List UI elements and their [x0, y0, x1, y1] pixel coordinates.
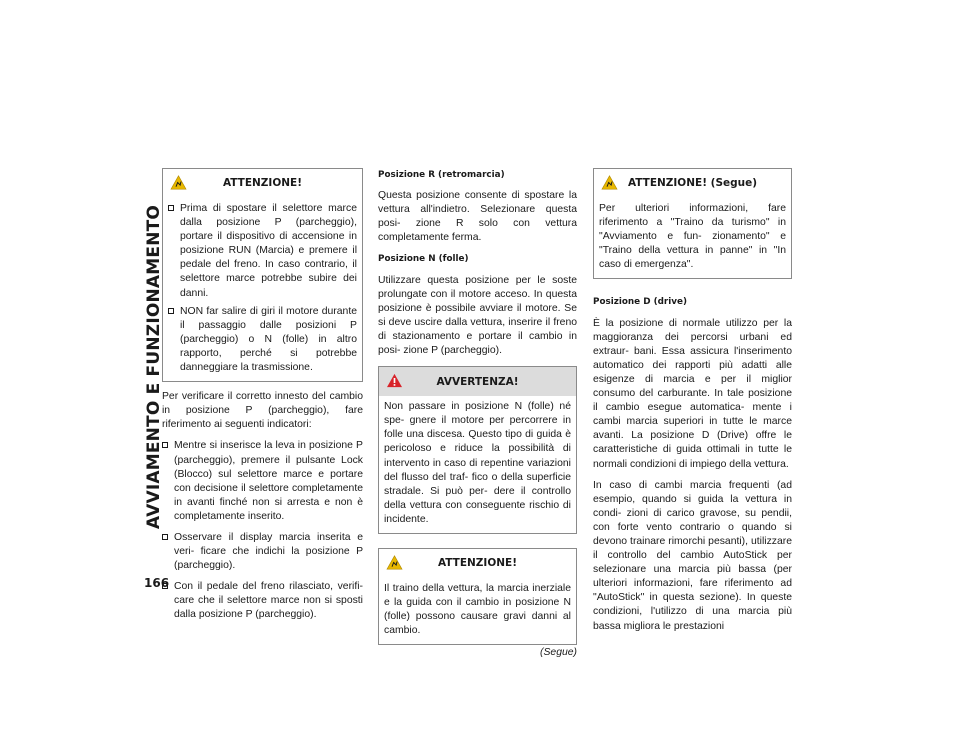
paragraph-n: Utilizzare questa posizione per le soste prolungate con il motore acceso. In questa posizione è possibile avviare il motore. Se si deve uscire dalla vettura, inserire il freno di stazionamento e portare il cambio in posi- zione P (parcheggio).: [378, 274, 577, 357]
list-item: [162, 531, 363, 573]
column-left: [162, 168, 363, 623]
bullet-square-icon: [162, 534, 168, 540]
list-item: [162, 439, 363, 524]
avvertenza-box-body: [379, 396, 576, 533]
paragraph-d1: È la posizione di normale utilizzo per la maggioranza dei percorsi urbani ed extraur- bani. Essa assicura l'inserimento automatico dei rapporti più adatti alle esigenze di marcia e per il miglior consumo del carburante. In tale posizione il cambio esegue automatica- mente i cambi marcia superiori in tutte le marce avanti. La posizione D (Drive) offre le caratteristiche di guida ottimali in tutte le normali condizioni di impiego della vettura.: [593, 317, 792, 470]
warning-triangle-icon: [386, 555, 403, 570]
list-item: [168, 202, 357, 301]
chapter-title: AVVIAMENTO E FUNZIONAMENTO: [144, 204, 165, 530]
attenzione-segue-box: [593, 168, 792, 279]
paragraph-r: Questa posizione consente di spostare la vettura all'indietro. Selezionare questa posi- zione R solo con vettura completamente ferma.: [378, 190, 577, 244]
attenzione-box-header: [163, 169, 362, 198]
warning-triangle-icon: [601, 175, 618, 190]
warning-triangle-icon: [170, 175, 187, 190]
bullet-square-icon: [162, 442, 168, 448]
list-item-text: Prima di spostare il selettore marce dalla posizione P (parcheggio), portare il dispositivo di accensione in posizione RUN (Marcia) e premere il pedale del freno. In caso contrario, il selettore marce potrebbe subire dei danni.: [180, 203, 357, 299]
attenzione-box-body: [163, 198, 362, 381]
list-item: [162, 580, 363, 622]
attenzione-segue-box-body: [594, 198, 791, 278]
warning-exclamation-icon: [386, 373, 403, 388]
attenzione-box: [162, 168, 363, 382]
avvertenza-box-title: AVVERTENZA!: [436, 375, 519, 388]
list-item: [168, 305, 357, 375]
attenzione-segue-box-header: [594, 169, 791, 198]
attenzione-segue-box-title: ATTENZIONE! (Segue): [627, 177, 758, 190]
avvertenza-box: [378, 366, 577, 534]
section-heading-n: Posizione N (folle): [378, 254, 469, 265]
section-heading-d: Posizione D (drive): [593, 297, 687, 308]
attenzione-box-2-header: [379, 549, 576, 578]
column-right: [593, 168, 792, 641]
attenzione-box-2-body: [379, 578, 576, 644]
avvertenza-text: Non passare in posizione N (folle) né spe- gnere il motore per percorrere in folle una discesa. Questo tipo di guida è pericoloso e riduce la possibilità di intervento in caso di repentine variazioni del flusso del traf- fico o della superficie stradale. Si può per- dere il controllo della vettura con conseguente rischio di incidente.: [384, 401, 571, 525]
attenzione-segue-text: Per ulteriori informazioni, fare riferimento a "Traino da turismo" in "Avviamento e fun- zionamento" e "Traino della vettura in panne" in "In caso di emergenza".: [599, 203, 786, 271]
attenzione-box-title: ATTENZIONE!: [222, 177, 303, 190]
list-item-text: Osservare il display marcia inserita e veri- ficare che indichi la posizione P (parcheggio).: [174, 531, 363, 572]
list-item-text: NON far salire di giri il motore durante il passaggio dalle posizioni P (parcheggio) o N (folle) in altro rapporto, perché si potrebbe danneggiare la trasmissione.: [180, 305, 357, 374]
attenzione-box-2-title: ATTENZIONE!: [437, 557, 518, 570]
bullet-square-icon: [162, 583, 168, 589]
section-heading-r: Posizione R (retromarcia): [378, 170, 505, 180]
bullet-square-icon: [168, 205, 174, 211]
list-item-text: Mentre si inserisce la leva in posizione P (parcheggio), premere il pulsante Lock (Blocco) sul selettore marce e portare con decisione il selettore completamente in avanti finché non si arresta e non è completamente inserito.: [174, 440, 363, 522]
list-item-text: Con il pedale del freno rilasciato, verifi- care che il selettore marce non si sposti dalla posizione P (parcheggio).: [174, 581, 363, 621]
paragraph-d2: In caso di cambi marcia frequenti (ad esempio, quando si guida la vettura in condi- zioni di carico gravose, su pendii, con forte vento contrario o quando si devono trainare rimorchi pesanti), utilizzare il controllo del cambio AutoStick per selezionare una marcia più bassa (per ulteriori informazioni, fare riferimento ad "AutoStick" in questa sezione). In queste condizioni, l'utilizzo di una marcia più bassa migliora le prestazioni: [593, 479, 792, 632]
bullet-square-icon: [168, 308, 174, 314]
avvertenza-box-header: [379, 367, 576, 396]
page-number: 166: [144, 576, 170, 590]
attenzione-box-2: [378, 548, 577, 645]
column-middle: [378, 168, 577, 660]
intro-paragraph: Per verificare il corretto innesto del cambio in posizione P (parcheggio), fare riferimento ai seguenti indicatori:: [162, 391, 363, 431]
segue-label: (Segue): [540, 647, 577, 659]
attenzione-text: Il traino della vettura, la marcia inerziale e la guida con il cambio in posizione N (folle) possono causare gravi danni al cambio.: [384, 582, 571, 637]
